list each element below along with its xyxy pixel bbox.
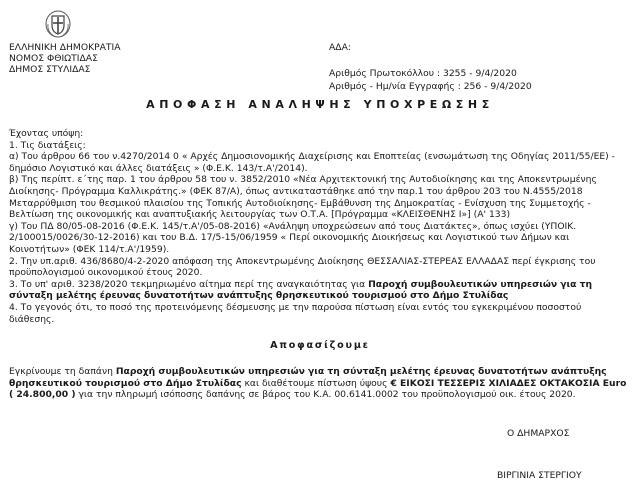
consideration-1: 1. Τις διατάξεις: bbox=[9, 139, 86, 151]
consideration-1c: γ) Του ΠΔ 80/05-08-2016 (Φ.Ε.Κ. 145/τ.Α'/05-08-2016) «Ανάληψη υποχρεώσεων από τους Διατάκτες», όπως ισχύει (ΥΠΟΙΚ. 2/100015/0026/30-12-2016) και του Β.Δ. 17/5-15/06/1959 « Περί οικονομικής Διοικήσεως και Λογιστικού των Δήμων και Κοινοτήτων» (ΦΕΚ 114/τ.Α'/1959). bbox=[9, 220, 577, 255]
consideration-1b: β) Της περίπτ. ε΄της παρ. 1 του άρθρου 58 του ν. 3852/2010 «Νέα Αρχιτεκτονική της Αυτοδιοίκησης και της Αποκεντρωμένης Διοίκησης- Πρόγραμμα Καλλικράτης.» (ΦΕΚ 87/Α), όπως αντικαταστάθηκε από την παρ.1 του άρθρου 203 του Ν.4555/2018 Μεταρρύθμιση του θεσμικού πλαισίου της Τοπικής Αυτοδιοίκησης- Εμβάθυνση της Δημοκρατίας - Ενίσχυση της Συμμετοχής - Βελτίωση της οικονομικής και αναπτυξιακής λειτουργίας των Ο.Τ.Α. [Πρόγραμμα «ΚΛΕΙΣΘΕΝΗΣ Ι»] (Α' 133) bbox=[9, 174, 597, 221]
header-line-prefecture: ΝΟΜΟΣ ΦΘΙΩΤΙΔΑΣ bbox=[9, 53, 98, 64]
protocol-reference bbox=[329, 68, 532, 93]
issuer-header bbox=[9, 42, 121, 75]
decision-amount: € ΕΙΚΟΣΙ ΤΕΣΣΕΡΙΣ ΧΙΛΙΑΔΕΣ ΟΚΤΑΚΟΣΙΑ Euro ( 24.800,00 ) bbox=[9, 377, 627, 401]
consideration-3 bbox=[9, 279, 629, 302]
considerations bbox=[9, 128, 629, 325]
consideration-3-text: 3. Το υπ' αριθ. 3238/2020 τεκμηριωμένο αίτημα περί της αναγκαιότητας για bbox=[9, 278, 369, 290]
ada-label: ΑΔΑ: bbox=[329, 42, 351, 53]
decision-heading: Αποφασίζουμε bbox=[270, 340, 370, 351]
decision-budget-code: για την πληρωμή ισόποσης δαπάνης σε βάρος του Κ.Α. 00.6141.0002 του προϋπολογισμού οικ. έτους 2020. bbox=[75, 389, 576, 401]
registry-number: Αριθμός - Ημ/νία Εγγραφής : 256 - 9/4/2020 bbox=[329, 80, 532, 92]
considerations-intro: Έχοντας υπόψη: bbox=[9, 128, 84, 139]
protocol-number: Αριθμός Πρωτοκόλλου : 3255 - 9/4/2020 bbox=[329, 68, 517, 79]
decision-text bbox=[9, 366, 629, 401]
consideration-2: 2. Την υπ.αριθ. 436/8680/4-2-2020 απόφαση της Αποκεντρωμένης Διοίκησης ΘΕΣΣΑΛΙΑΣ-ΣΤΕΡΕΑΣ ΕΛΛΑΔΑΣ περί έγκρισης του προϋπολογισμού οικονομικού έτους 2020. bbox=[9, 255, 596, 279]
header-line-republic: ΕΛΛΗΝΙΚΗ ΔΗΜΟΚΡΑΤΙΑ bbox=[9, 42, 121, 53]
signatory-title: Ο ΔΗΜΑΡΧΟΣ bbox=[507, 428, 570, 439]
consideration-1a: α) Του άρθρου 66 του ν.4270/2014 0 « Αρχές Δημοσιονομικής Διαχείρισης και Εποπτείας (ενσωμάτωση της Οδηγίας 2011/55/ΕΕ) - δημόσιο Λογιστικό και άλλες διατάξεις » (Φ.Ε.Κ. 143/τ.Α'/2014). bbox=[9, 151, 615, 174]
consideration-3-service: Παροχή συμβουλευτικών υπηρεσιών για τη σύνταξη μελέτης έρευνας δυνατοτήτων ανάπτυξης θρησκευτικού τουρισμού στο Δήμο Στυλίδας bbox=[9, 278, 593, 302]
signatory-name: ΒΙΡΓΙΝΙΑ ΣΤΕΡΓΙΟΥ bbox=[497, 470, 582, 481]
greek-coat-of-arms-icon bbox=[45, 10, 71, 38]
header-line-municipality: ΔΗΜΟΣ ΣΤΥΛΙΔΑΣ bbox=[9, 64, 91, 75]
consideration-4: 4. Το γεγονός ότι, το ποσό της προτεινόμενης δέσμευσης με την παρούσα πίστωση είναι εντός του εγκεκριμένου ποσοστού διάθεσης. bbox=[9, 301, 582, 325]
decision-service: Παροχή συμβουλευτικών υπηρεσιών για τη σύνταξη μελέτης έρευνας δυνατοτήτων ανάπτυξης θρησκευτικού τουρισμού στο Δήμο Στυλίδας bbox=[9, 366, 607, 389]
decision-intro: Εγκρίνουμε τη δαπάνη bbox=[9, 366, 116, 377]
decision-mid: και διαθέτουμε πίστωση ύψους bbox=[241, 377, 391, 389]
document-title: ΑΠΟΦΑΣΗ ΑΝΑΛΗΨΗΣ ΥΠΟΧΡΕΩΣΗΣ bbox=[146, 98, 494, 111]
